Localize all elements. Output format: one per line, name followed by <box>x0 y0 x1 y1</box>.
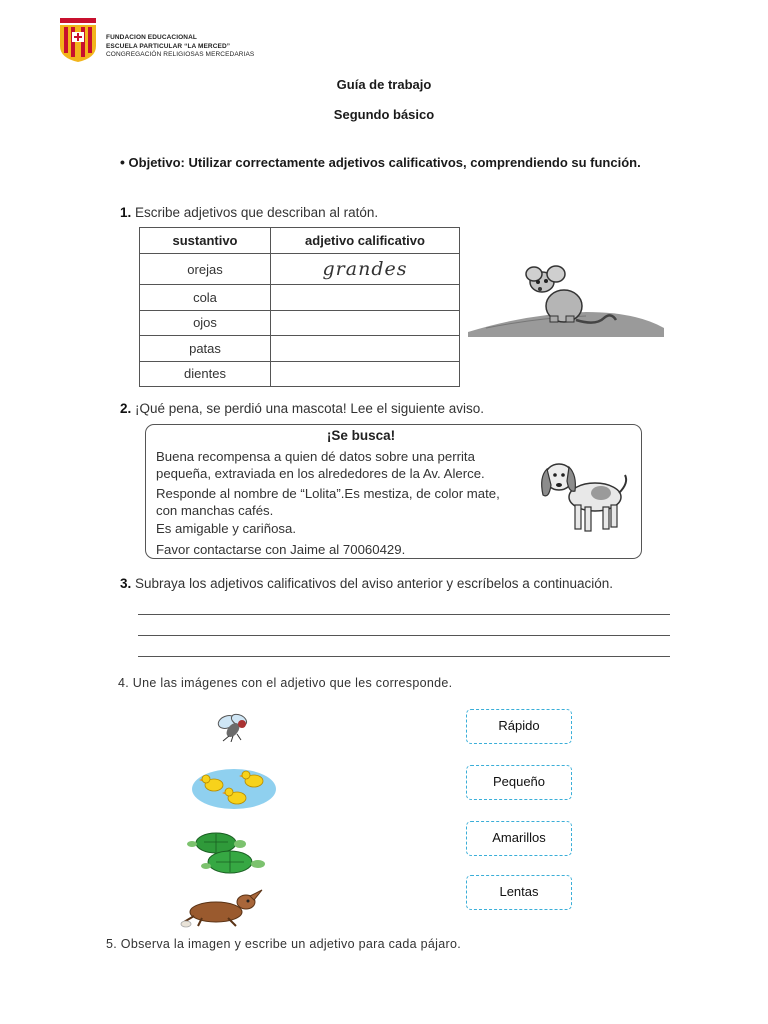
table-cell-noun: dientes <box>140 361 271 387</box>
answer-line[interactable] <box>138 656 670 657</box>
mouse-illustration <box>466 262 666 337</box>
table-header-noun: sustantivo <box>140 228 271 254</box>
ducks-icon <box>192 764 277 810</box>
question-2-number: 2. <box>120 401 132 416</box>
notice-line: con manchas cafés. <box>156 503 274 518</box>
school-crest-logo <box>56 18 100 62</box>
word-box-pequeno[interactable]: Pequeño <box>466 765 572 800</box>
question-3-number: 3. <box>120 576 132 591</box>
table-row <box>140 285 460 311</box>
question-5-text: 5. Observa la imagen y escribe un adjetivo para cada pájaro. <box>106 937 461 951</box>
answer-line[interactable] <box>138 614 670 615</box>
objective-bullet: • <box>120 154 125 170</box>
notice-line: Favor contactarse con Jaime al 70060429. <box>156 542 406 557</box>
question-3 <box>120 576 613 591</box>
notice-line: Es amigable y cariñosa. <box>156 521 297 536</box>
word-box-amarillos[interactable]: Amarillos <box>466 821 572 856</box>
notice-title: ¡Se busca! <box>326 428 396 443</box>
objective-text: Objetivo: Utilizar correctamente adjetivos calificativos, comprendiendo su función. <box>128 155 641 170</box>
objective <box>120 152 660 173</box>
question-1 <box>120 205 378 220</box>
table-header-adjective: adjetivo calificativo <box>271 228 460 254</box>
page-subtitle: Segundo básico <box>333 107 435 122</box>
table-row <box>140 361 460 387</box>
notice-line: pequeña, extraviada en los alrededores de la Av. Alerce. <box>156 466 485 481</box>
table-cell-noun: patas <box>140 336 271 362</box>
table-row <box>140 336 460 362</box>
question-1-number: 1. <box>120 205 132 220</box>
table-cell-noun: cola <box>140 285 271 311</box>
adjective-table <box>139 227 460 387</box>
dog-illustration <box>537 455 632 535</box>
table-cell-adjective[interactable] <box>271 361 460 387</box>
turtles-icon <box>186 828 268 878</box>
institution-line-2: ESCUELA PARTICULAR “LA MERCED” <box>106 42 231 50</box>
table-cell-adjective[interactable] <box>271 285 460 311</box>
table-header-row <box>140 228 460 254</box>
table-cell-noun: ojos <box>140 310 271 336</box>
question-2-text: ¡Qué pena, se perdió una mascota! Lee el siguiente aviso. <box>135 401 485 416</box>
table-cell-adjective[interactable]: grandes <box>271 254 460 285</box>
institution-line-1: FUNDACION EDUCACIONAL <box>106 34 197 41</box>
answer-line[interactable] <box>138 635 670 636</box>
institution-name <box>106 34 254 60</box>
institution-line-3: CONGREGACIÓN RELIGIOSAS MERCEDARIAS <box>106 51 255 58</box>
question-3-text: Subraya los adjetivos calificativos del aviso anterior y escríbelos a continuación. <box>135 576 614 591</box>
notice-line: Responde al nombre de “Lolita”.Es mestiza, de color mate, <box>156 486 500 501</box>
word-box-lentas[interactable]: Lentas <box>466 875 572 910</box>
table-cell-adjective[interactable] <box>271 310 460 336</box>
notice-line: Buena recompensa a quien dé datos sobre una perrita <box>156 449 475 464</box>
table-cell-noun: orejas <box>140 254 271 285</box>
rabbit-icon <box>180 888 264 930</box>
question-1-text: Escribe adjetivos que describan al ratón. <box>135 205 379 220</box>
word-box-rapido[interactable]: Rápido <box>466 709 572 744</box>
fly-icon <box>215 712 253 742</box>
table-row <box>140 310 460 336</box>
page-title: Guía de trabajo <box>336 77 432 92</box>
question-4-text: 4. Une las imágenes con el adjetivo que les corresponde. <box>118 676 453 690</box>
table-row <box>140 254 460 285</box>
question-2 <box>120 401 484 416</box>
table-cell-adjective[interactable] <box>271 336 460 362</box>
